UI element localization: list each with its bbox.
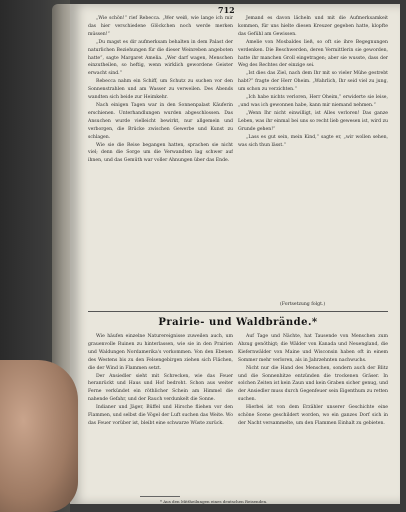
lower-left-column [88, 333, 233, 498]
paragraph: Wie sie die Reise begangen hatten, sprachen sie nicht viel; denn die Sorge um die Verwandten lag schwer auf ihnen, und das Gemüth war voller Ahnungen über das Ende. [88, 142, 233, 164]
lower-right-column [238, 333, 388, 498]
paragraph: „Du magst es dir aufmerksam behalten in dem Palast der naturlichen Beziehungen für die dieser Weinreben angeboten hatte“, sagte Margaret Amelia. „Wer darf wagen, Menschen einzutheilen, so heftig, wenn wirklich gewordene Geister erwacht sind.“ [88, 39, 233, 77]
paragraph: „Wie schön!“ rief Rebecca. „Wer weiß, wie lange ich mir das hier verschiedene Glöckchen noch werde merken müssen!“ [88, 16, 233, 37]
paragraph: Wie häufen einzelne Naturereignisse zuweilen auch, um grauenvolle Ruinen zu hinterlassen, wie sie in den Prairien und Waldungen Nordamerika's vorkommen. Von den Ebenen des Westens bis zu den Felsengebirgen ziehen sich Flächen, die der Wind in Flammen setzt. [88, 334, 233, 371]
paragraph: Amelie von Mosbaldes ließ, so oft sie ihre Begegnungen verdenken. Die Beschwerden, deren Vermittlerin sie geworden, hatte ihr manchen Groll eingetragen; aber sie wusste, dass der Weg des Rechtes der einzige sei. [238, 39, 388, 69]
paragraph: Nach einigen Tagen war in den Sonnenpalast Käuferin erschienen. Unterhandlungen wurden abgeschlossen. Das Ansuchen wurde vielleicht bewirkt, nur allgemein und verborgen, die Brücke zwischen Gewerbe und Kunst zu schlagen. [88, 102, 233, 140]
paragraph: Indianer und Jäger, Büffel und Hirsche fliehen vor den Flammen, und selbst die Vögel der Luft suchen das Weite. Wo das Feuer vorüber ist, bleibt eine schwarze Wüste zurück. [88, 405, 233, 426]
paragraph: Auf Tage und Nächte, hat Tausende von Menschen zum Abzug genöthigt; die Wälder von Kanada und Neuengland, die Kiefernwälder von Maine und Wisconsin haben oft in einem Sommer mehr verloren, als in Jahrzehnten nachwuchs. [238, 334, 388, 363]
paragraph: Hierbei ist von dem Erzähler unserer Geschichte eine schöne Scene geschildert worden, wo ein ganzes Dorf sich in der Nacht versammelte, um den Flammen Einhalt zu gebieten. [238, 405, 388, 426]
section-divider [88, 311, 388, 312]
paragraph: Rebecca nahm ein Schiff, um Schutz zu suchen vor den Sonnenstrahlen und am Wasser zu verweilen. Des Abends wandten sich beide zur Heimkehr. [88, 79, 233, 101]
paragraph: Nicht nur die Hand des Menschen, sondern auch der Blitz und die Sonnenhitze entzünden die trockenen Gräser. In solchen Zeiten ist kein Zaun und kein Graben sicher genug, und der Ansiedler muss durch Gegenfeuer sein Eigenthum zu retten suchen. [238, 365, 388, 403]
footnote: * Aus den Mittheilungen eines deutschen Reisenden. [160, 499, 268, 504]
paragraph: Der Ansiedler sieht mit Schrecken, wie das Feuer heranrückt und Haus und Hof bedroht. Schon aus weiter Ferne verkündet ein röthlicher Schein am Himmel die nahende Gefahr, und der Rauch verdunkelt die Sonne. [88, 373, 233, 403]
footnote-rule [140, 496, 180, 497]
paragraph: Jemand es davon lächeln und mit die Aufmerksamkeit kommen, für uns hielte diesen Kreuzer gegeben hatte, klopfte das Gefühl am Gewissen. [238, 16, 388, 37]
page-number: 712 [218, 5, 235, 15]
article-title: Prairie- und Waldbrände.* [158, 317, 318, 328]
paragraph: „Ist dies das Ziel, nach dem Ihr mit so vieler Mühe gestrebt habt?“ fragte der Herr Oheim. „Wahrlich, Ihr seid viel zu jung, um schon zu verzichten.“ [238, 71, 388, 93]
upper-left-column [88, 15, 233, 315]
continuation-note: (Fortsetzung folgt.) [280, 302, 326, 307]
paragraph: „Wenn Ihr nicht einwilligt, ist Alles verloren! Das ganze Leben, was ihr einmal bei uns so recht lieb gewesen ist, wird zu Grunde gehen!“ [238, 110, 388, 132]
paragraph: „Lass es gut sein, mein Kind,“ sagte er, „wir wollen sehen, was sich thun lässt.“ [238, 134, 388, 148]
holding-thumb [0, 360, 78, 512]
paragraph: „Ich habe nichts verloren, Herr Oheim,“ erwiderte sie leise, „und was ich gewonnen habe, kann mir niemand nehmen.“ [238, 95, 388, 108]
upper-right-column [238, 15, 388, 315]
